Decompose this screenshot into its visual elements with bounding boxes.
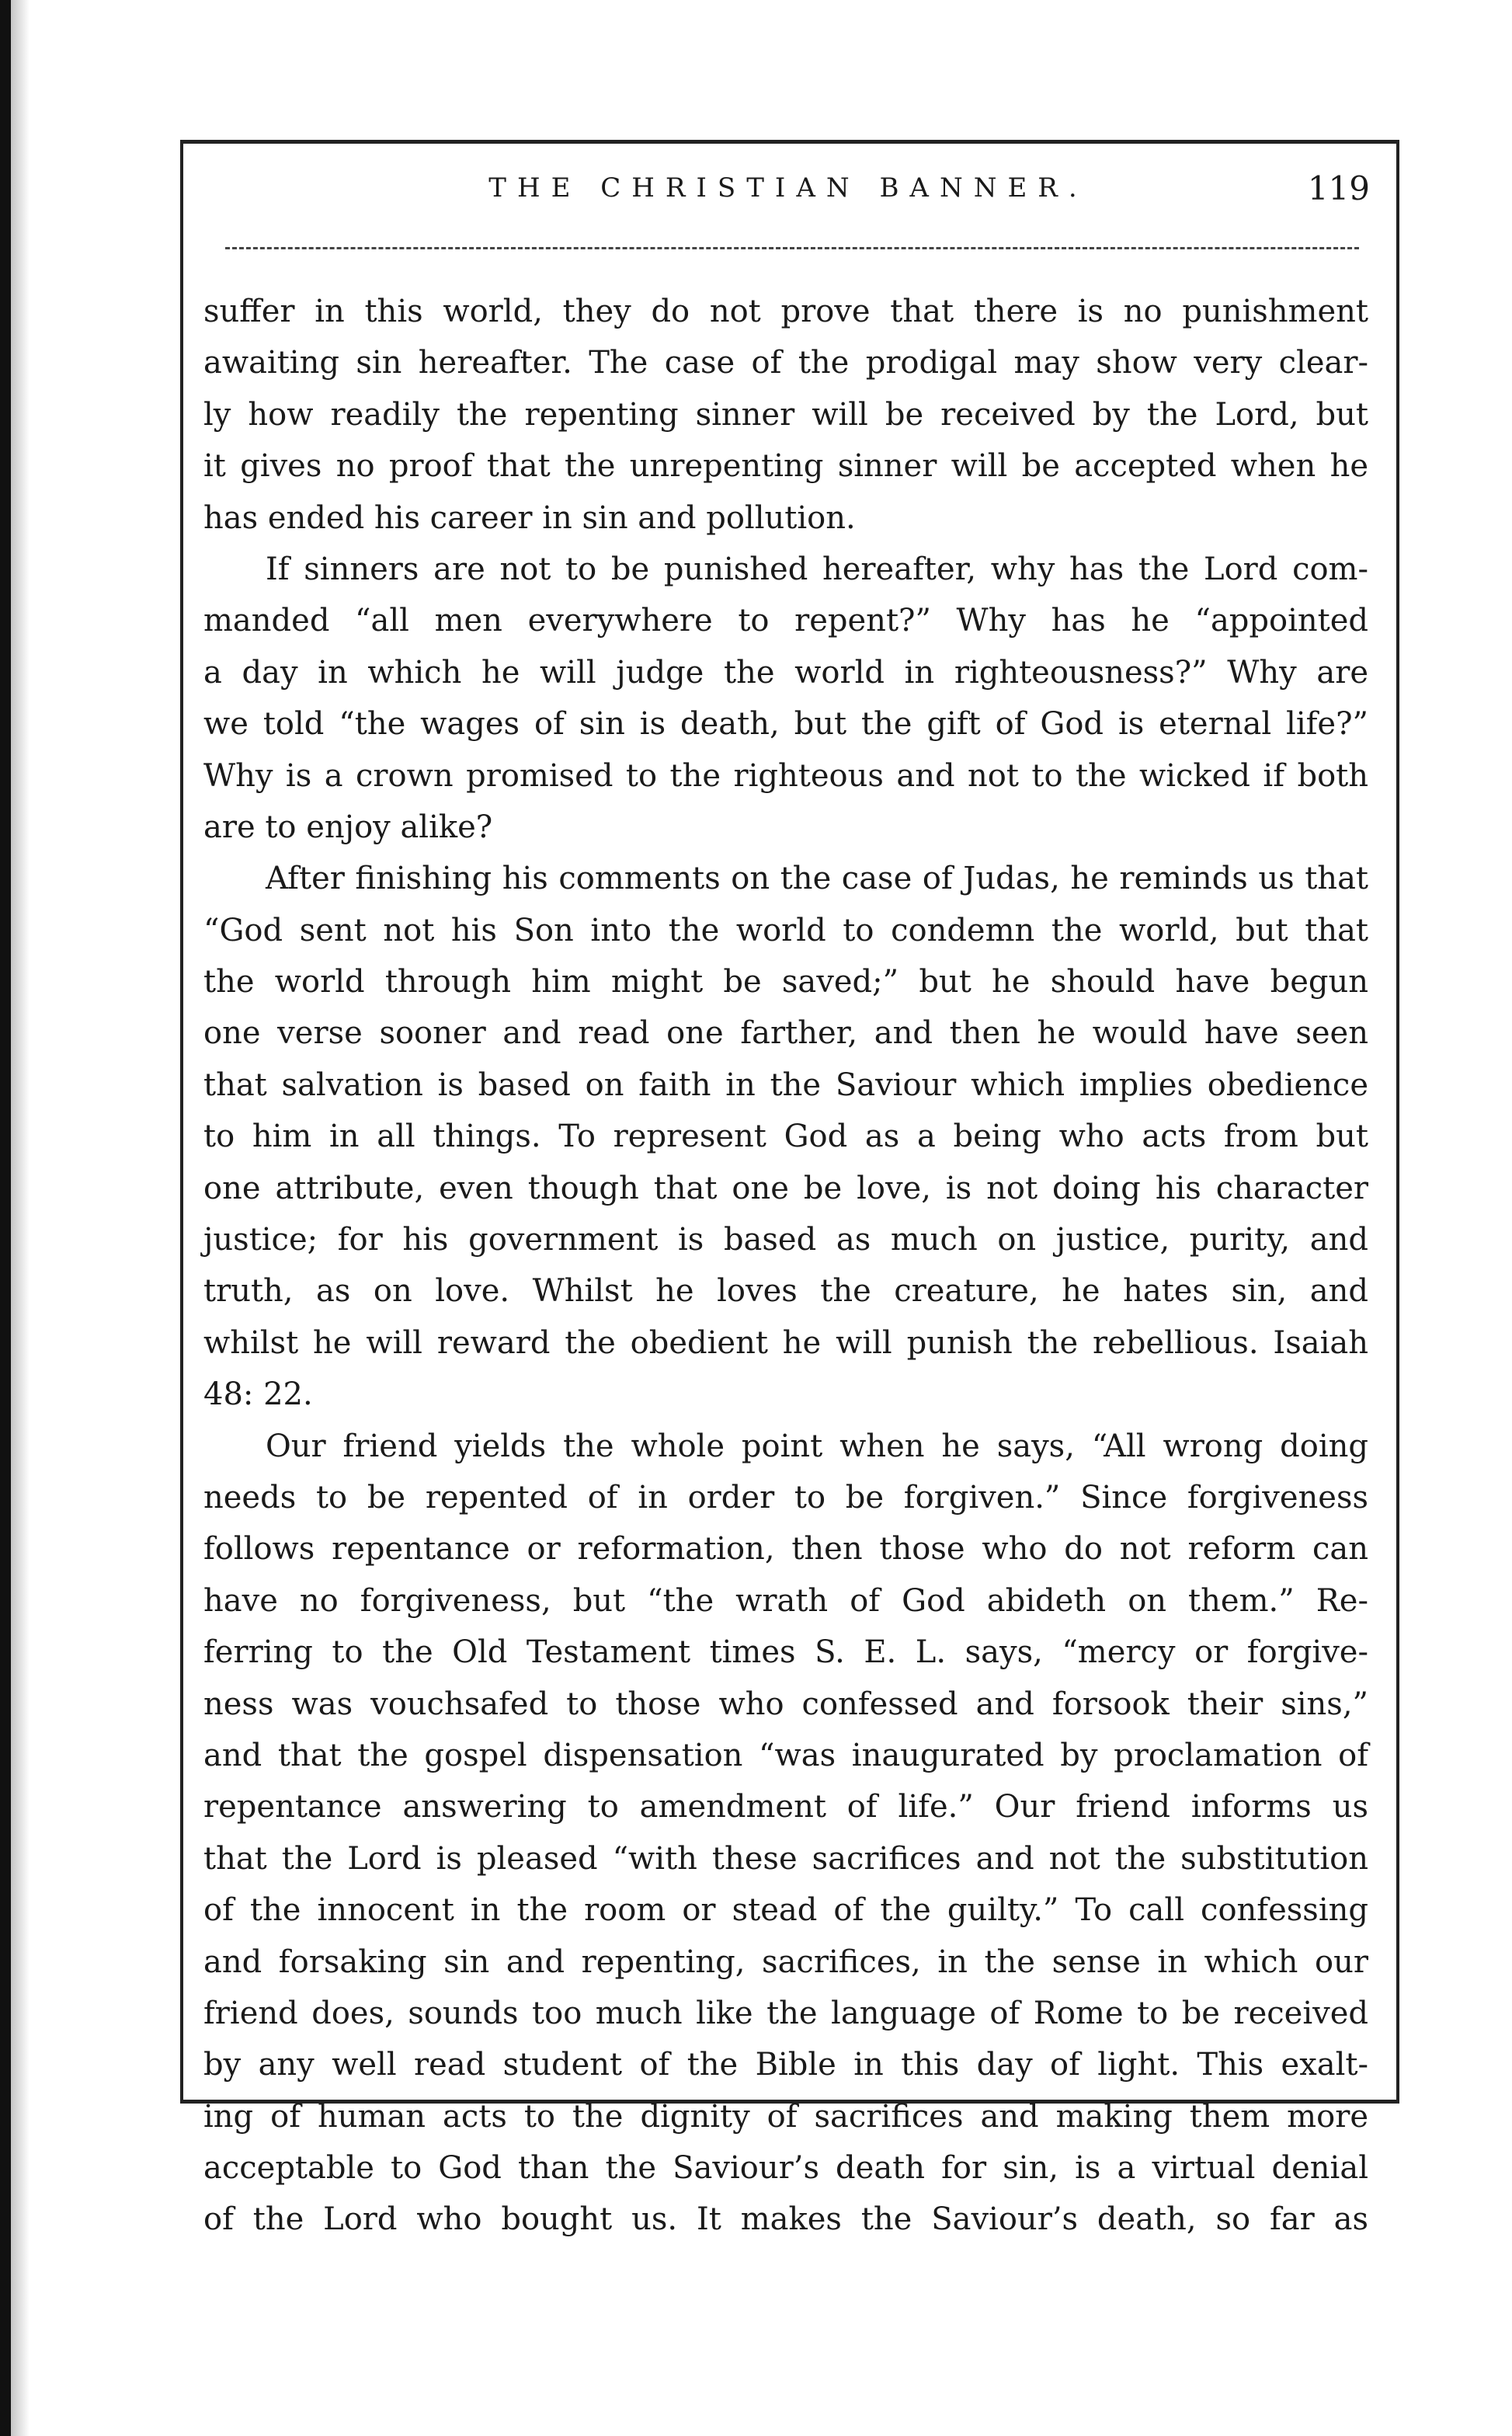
text-line: the world through him might be saved;” but he should have begun: [203, 964, 1368, 1000]
text-line: After finishing his comments on the case of Judas, he reminds us that: [266, 861, 1368, 897]
header-rule: [225, 247, 1359, 249]
text-line: of the innocent in the room or stead of the guilty.” To call confessing: [203, 1892, 1368, 1929]
text-line: has ended his career in sin and pollution.: [203, 499, 856, 536]
text-line: ing of human acts to the dignity of sacrifices and making them more: [203, 2098, 1368, 2135]
text-line: whilst he will reward the obedient he will punish the rebellious. Isaiah: [203, 1324, 1368, 1361]
text-line: Our friend yields the whole point when he says, “All wrong doing: [266, 1428, 1368, 1464]
text-line: If sinners are not to be punished hereafter, why has the Lord com-: [266, 551, 1368, 587]
text-line: suffer in this world, they do not prove that there is no punishment: [203, 294, 1368, 329]
running-title: THE CHRISTIAN BANNER.: [488, 172, 1088, 204]
text-line: to him in all things. To represent God as a being who acts from but: [203, 1119, 1368, 1155]
text-line: acceptable to God than the Saviour’s death for sin, is a virtual denial: [203, 2150, 1368, 2187]
text-line: of the Lord who bought us. It makes the Saviour’s death, so far as: [203, 2201, 1368, 2238]
book-binding-shadow: [11, 0, 30, 2436]
text-line: are to enjoy alike?: [203, 809, 493, 845]
text-line: needs to be repented of in order to be forgiven.” Since forgiveness: [203, 1479, 1368, 1516]
text-line: repentance answering to amendment of life.” Our friend informs us: [203, 1789, 1368, 1825]
paragraph-2: [203, 544, 1368, 853]
paragraph-1: [203, 286, 1368, 544]
paragraph-3: [203, 853, 1368, 1420]
text-line: justice; for his government is based as much on justice, purity, and: [203, 1222, 1368, 1258]
text-line: “God sent not his Son into the world to condemn the world, but that: [203, 912, 1368, 948]
text-line: friend does, sounds too much like the language of Rome to be received: [203, 1995, 1368, 2031]
text-line: and forsaking sin and repenting, sacrifices, in the sense in which our: [203, 1944, 1368, 1980]
text-line: by any well read student of the Bible in this day of light. This exalt-: [203, 2047, 1368, 2083]
text-line: follows repentance or reformation, then those who do not reform can: [203, 1531, 1368, 1568]
text-line: one verse sooner and read one farther, and then he would have seen: [203, 1015, 1368, 1052]
text-line: we told “the wages of sin is death, but the gift of God is eternal life?”: [203, 706, 1368, 743]
body-text: [203, 286, 1368, 2246]
text-line: truth, as on love. Whilst he loves the creature, he hates sin, and: [203, 1273, 1368, 1310]
book-binding-edge: [0, 0, 11, 2436]
text-line: 48: 22.: [203, 1376, 313, 1413]
text-line: it gives no proof that the unrepenting sinner will be accepted when he: [203, 448, 1368, 485]
text-line: that salvation is based on faith in the Saviour which implies obedience: [203, 1067, 1368, 1103]
text-line: ly how readily the repenting sinner will be received by the Lord, but: [203, 396, 1368, 433]
text-line: have no forgiveness, but “the wrath of God abideth on them.” Re-: [203, 1582, 1368, 1619]
text-line: ness was vouchsafed to those who confessed and forsook their sins,”: [203, 1686, 1368, 1722]
paragraph-4: [203, 1421, 1368, 2246]
text-line: awaiting sin hereafter. The case of the prodigal may show very clear-: [203, 345, 1368, 381]
running-head: [183, 169, 1393, 219]
text-line: Why is a crown promised to the righteous and not to the wicked if both: [203, 757, 1368, 794]
text-line: that the Lord is pleased “with these sacrifices and not the substitution: [203, 1840, 1368, 1877]
text-line: ferring to the Old Testament times S. E. L. says, “mercy or forgive-: [203, 1634, 1368, 1671]
text-line: manded “all men everywhere to repent?” Why has he “appointed: [203, 603, 1368, 639]
text-line: a day in which he will judge the world in righteousness?” Why are: [203, 654, 1368, 691]
text-line: one attribute, even though that one be love, is not doing his character: [203, 1170, 1368, 1206]
page-number: 119: [1307, 169, 1370, 207]
text-line: and that the gospel dispensation “was inaugurated by proclamation of: [203, 1737, 1368, 1773]
